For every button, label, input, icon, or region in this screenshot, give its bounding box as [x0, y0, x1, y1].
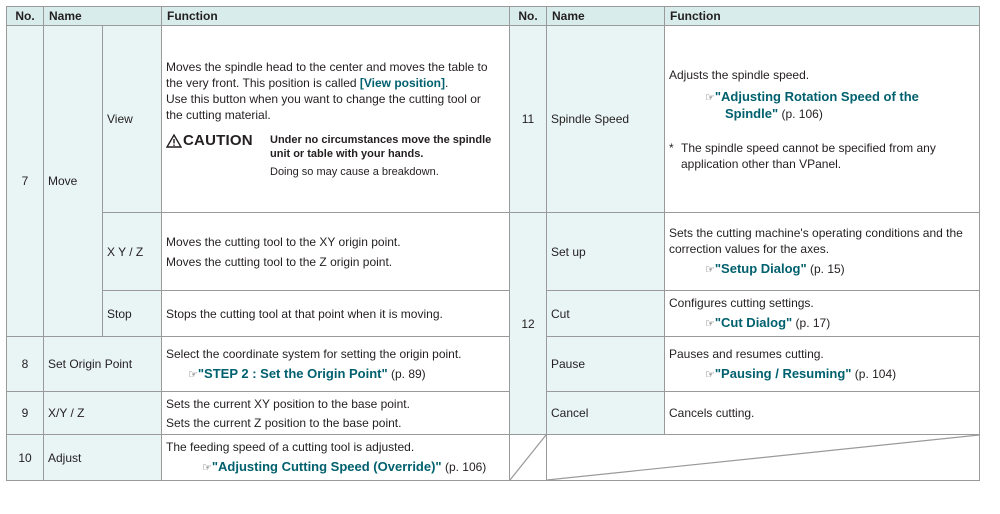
spindle-reference-link-line2[interactable]: Spindle"	[725, 105, 779, 121]
origin-reference-page: (p. 89)	[387, 366, 426, 381]
left-header-row	[7, 7, 510, 26]
origin-reference-link[interactable]: "STEP 2 : Set the Origin Point"	[197, 365, 388, 381]
caution-line3: Doing so may cause a breakdown.	[270, 166, 439, 178]
function-view	[162, 26, 510, 213]
view-line1: Moves the spindle head to the center and moves the table to	[166, 60, 488, 74]
view-line2-suffix: .	[445, 76, 449, 90]
view-line4: the cutting material.	[166, 108, 271, 122]
pause-reference-link[interactable]: "Pausing / Resuming"	[714, 365, 852, 381]
reference-arrow-icon: ☞	[705, 318, 715, 330]
adjust-reference-link[interactable]: "Adjusting Cutting Speed (Override)"	[211, 459, 442, 474]
row-no-7: 7	[7, 26, 44, 337]
setup-reference[interactable]	[669, 261, 976, 278]
row-no-9: 9	[7, 392, 44, 435]
subrow-name-stop: Stop	[103, 291, 162, 337]
row-name-adjust: Adjust	[44, 435, 162, 481]
adjust-reference-page: (p. 106)	[441, 460, 487, 474]
pause-reference[interactable]	[669, 366, 976, 383]
spindle-note	[669, 140, 976, 172]
left-header-function: Function	[162, 7, 510, 26]
function-set-origin	[162, 337, 510, 392]
note-line1: The spindle speed cannot be specified from any	[681, 140, 936, 155]
subrow-name-view: View	[103, 26, 162, 213]
row-no-12: 12	[510, 213, 547, 435]
function-xyz	[162, 392, 510, 435]
caution-word: CAUTION	[183, 132, 253, 149]
diagonal-line	[547, 435, 979, 480]
row-no-8: 8	[7, 337, 44, 392]
note-line2: application other than VPanel.	[681, 156, 842, 171]
reference-arrow-icon: ☞	[705, 264, 715, 276]
view-line2	[166, 75, 506, 91]
row-name-setup: Set up	[547, 213, 665, 291]
reference-arrow-icon: ☞	[202, 462, 212, 474]
row-empty	[510, 435, 980, 481]
view-line3: Use this button when you want to change the cutting tool or	[166, 92, 481, 106]
row-name-move: Move	[44, 26, 103, 337]
row-spindle-speed	[510, 26, 980, 213]
row-cancel	[510, 392, 980, 435]
right-function-table	[509, 6, 980, 481]
row-cut	[510, 291, 980, 337]
caution-text	[270, 133, 491, 179]
right-header-no: No.	[510, 7, 547, 26]
function-cut	[665, 291, 980, 337]
row-no-11: 11	[510, 26, 547, 213]
spindle-reference-link-line1[interactable]: "Adjusting Rotation Speed of the	[714, 88, 919, 104]
spindle-reference[interactable]	[669, 89, 976, 122]
reference-arrow-icon: ☞	[188, 368, 198, 381]
left-header-name: Name	[44, 7, 162, 26]
spindle-reference-page: (p. 106)	[778, 106, 823, 121]
reference-arrow-icon: ☞	[705, 368, 715, 381]
function-spindle-speed	[665, 26, 980, 213]
spindle-line1: Adjusts the spindle speed.	[669, 67, 810, 82]
empty-function-cell	[547, 435, 980, 481]
cut-reference-page: (p. 17)	[792, 316, 831, 330]
left-header-no: No.	[7, 7, 44, 26]
row-name-cancel: Cancel	[547, 392, 665, 435]
pause-reference-page: (p. 104)	[851, 366, 897, 381]
right-header-function: Function	[665, 7, 980, 26]
caution-label	[166, 133, 270, 149]
move-xyz-line2: Moves the cutting tool to the Z origin point.	[166, 254, 393, 269]
setup-reference-page: (p. 15)	[806, 262, 845, 276]
diagonal-line	[510, 435, 546, 480]
function-adjust	[162, 435, 510, 481]
function-move-xyz	[162, 213, 510, 291]
function-stop: Stops the cutting tool at that point when it is moving.	[162, 291, 510, 337]
right-header-name: Name	[547, 7, 665, 26]
caution-box	[166, 133, 506, 179]
subrow-name-xyz: X Y / Z	[103, 213, 162, 291]
row-name-cut: Cut	[547, 291, 665, 337]
row-move-view	[7, 26, 510, 213]
setup-line1: Sets the cutting machine's operating conditions and the	[669, 226, 963, 240]
row-pause	[510, 337, 980, 392]
row-name-pause: Pause	[547, 337, 665, 392]
xyz-line1: Sets the current XY position to the base point.	[166, 396, 410, 411]
row-setup	[510, 213, 980, 291]
adjust-reference[interactable]	[166, 459, 506, 476]
view-line2-prefix: the very front. This position is called	[166, 76, 360, 90]
left-function-table	[6, 6, 510, 481]
row-set-origin	[7, 337, 510, 392]
move-xyz-line1: Moves the cutting tool to the XY origin point.	[166, 234, 401, 249]
cut-reference-link[interactable]: "Cut Dialog"	[714, 315, 793, 330]
row-name-xyz: X/Y / Z	[44, 392, 162, 435]
setup-reference-link[interactable]: "Setup Dialog"	[714, 261, 807, 276]
right-header-row	[510, 7, 980, 26]
row-name-spindle-speed: Spindle Speed	[547, 26, 665, 213]
cut-reference[interactable]	[669, 315, 976, 332]
row-no-10: 10	[7, 435, 44, 481]
setup-line2: correction values for the axes.	[669, 242, 830, 256]
row-adjust	[7, 435, 510, 481]
warning-triangle-icon	[166, 134, 182, 148]
caution-line2: unit or table with your hands.	[270, 148, 424, 160]
origin-reference[interactable]	[166, 366, 506, 383]
cut-line1: Configures cutting settings.	[669, 296, 814, 310]
function-pause	[665, 337, 980, 392]
function-setup	[665, 213, 980, 291]
view-position-term: [View position]	[359, 76, 445, 90]
pause-line1: Pauses and resumes cutting.	[669, 346, 824, 361]
empty-no-cell	[510, 435, 547, 481]
row-xyz	[7, 392, 510, 435]
caution-line1: Under no circumstances move the spindle	[270, 134, 492, 146]
function-cancel: Cancels cutting.	[665, 392, 980, 435]
xyz-line2: Sets the current Z position to the base point.	[166, 415, 402, 430]
reference-arrow-icon: ☞	[705, 91, 715, 104]
origin-line1: Select the coordinate system for setting the origin point.	[166, 346, 462, 361]
row-name-set-origin: Set Origin Point	[44, 337, 162, 392]
adjust-line1: The feeding speed of a cutting tool is adjusted.	[166, 440, 415, 454]
note-asterisk: *	[669, 140, 674, 155]
